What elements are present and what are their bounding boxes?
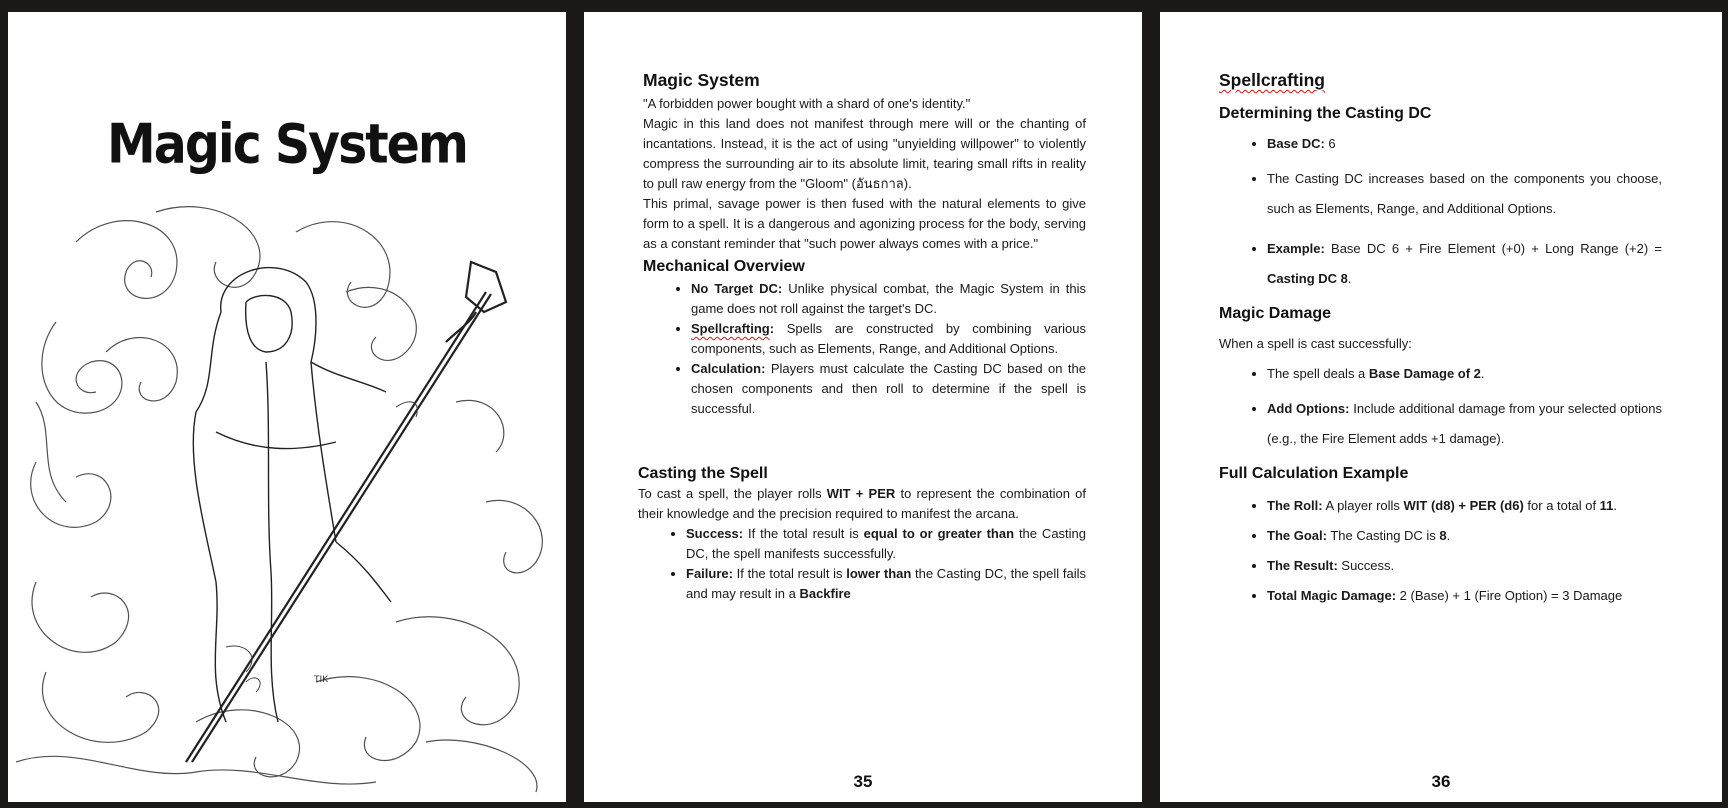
total-text: 2 (Base) + 1 (Fire Option) = 3 Damage — [1396, 588, 1623, 603]
list-item — [1267, 234, 1662, 294]
list-item-failure — [686, 564, 1086, 604]
goal-label: The Goal: — [1267, 528, 1327, 543]
item-text: Unlike physical combat, the Magic System in this game does not roll against the target's DC. — [691, 281, 1086, 316]
magic-system-heading: Magic System — [643, 70, 760, 90]
success-text: If the total result is — [743, 526, 864, 541]
success-text-end: the Casting DC, the spell manifests successfully. — [686, 526, 1087, 561]
roll-text: A player rolls — [1322, 498, 1404, 513]
casting-roll: WIT + PER — [826, 486, 896, 501]
dc-increase-text: The Casting DC increases based on the components you choose, such as Elements, Range, and Additional Options. — [1267, 171, 1662, 216]
list-item — [1267, 496, 1662, 516]
artist-signature: TIK — [314, 675, 329, 685]
goal-end: . — [1446, 528, 1451, 543]
full-example-list — [1219, 496, 1662, 606]
mechanical-overview-heading: Mechanical Overview — [643, 258, 805, 275]
list-item — [1267, 364, 1662, 384]
intro-quote: "A forbidden power bought with a shard of one's identity." — [643, 96, 971, 111]
base-dc-value: 6 — [1324, 136, 1336, 151]
intro-paragraph-1: Magic in this land does not manifest through mere will or the chanting of incantations. Instead, it is the act of using "unyielding willpower" to violently compress the surrounding air to its absolute limit, tearing small rifts in reality to pull raw energy from the "Gloom" (อันธกาล). — [643, 116, 1086, 191]
item-text: Players must calculate the Casting DC based on the chosen components and then roll to determine if the spell is successful. — [691, 361, 1086, 416]
list-item — [1267, 526, 1662, 546]
list-item — [1267, 394, 1662, 454]
list-item — [1267, 164, 1662, 224]
roll-dice: WIT (d8) + PER (d6) — [1403, 498, 1524, 513]
damage-intro: When a spell is cast successfully: — [1219, 336, 1412, 351]
casting-intro — [638, 484, 1086, 524]
result-label: The Result: — [1267, 558, 1338, 573]
mechanical-overview-list — [643, 279, 1086, 419]
casting-intro-text-end: to represent the combination of their knowledge and the precision required to manifest the arcana. — [638, 486, 1086, 521]
casting-heading: Casting the Spell — [638, 465, 768, 482]
page-35-top — [643, 70, 1086, 419]
example-text: Base DC 6 + Fire Element (+0) + Long Range (+2) = — [1324, 241, 1662, 256]
backfire-term: Backfire — [799, 586, 851, 601]
item-text: Spells are constructed by combining various components, such as Elements, Range, and Additional Options. — [691, 321, 1086, 356]
success-emphasis: equal to or greater than — [863, 526, 1015, 541]
base-damage-value: Base Damage of 2 — [1368, 366, 1481, 381]
goal-value: 8 — [1439, 528, 1447, 543]
casting-intro-text: To cast a spell, the player rolls — [638, 486, 827, 501]
item-label: No Target DC: — [691, 281, 783, 296]
result-text: Success. — [1337, 558, 1395, 573]
page-36-content — [1219, 70, 1662, 616]
add-options-label: Add Options: — [1267, 401, 1350, 416]
sorceress-illustration — [16, 202, 564, 797]
spellcrafting-heading-text: Spellcrafting — [1219, 70, 1325, 90]
roll-end: . — [1613, 498, 1618, 513]
dc-list — [1219, 134, 1662, 294]
page-35 — [584, 12, 1142, 802]
page-number: 35 — [853, 772, 873, 791]
roll-label: The Roll: — [1267, 498, 1323, 513]
item-label: Spellcrafting — [691, 321, 770, 336]
list-item — [1267, 556, 1662, 576]
roll-total: 11 — [1599, 498, 1614, 513]
list-item-success — [686, 524, 1086, 564]
magic-damage-heading: Magic Damage — [1219, 305, 1332, 322]
cover-page — [8, 12, 566, 802]
failure-text: If the total result is — [732, 566, 847, 581]
goal-text: The Casting DC is — [1326, 528, 1440, 543]
example-result: Casting DC 8 — [1267, 271, 1348, 286]
casting-outcomes-list — [638, 524, 1086, 604]
page-36 — [1160, 12, 1722, 802]
item-label-suffix: : — [769, 321, 775, 336]
list-item — [1267, 134, 1662, 154]
item-label: Calculation: — [691, 361, 766, 376]
casting-section — [638, 464, 1086, 604]
cover-title: Magic System — [107, 113, 467, 176]
spellcrafting-heading — [1219, 70, 1662, 90]
full-example-heading: Full Calculation Example — [1219, 465, 1409, 482]
base-damage-end: . — [1480, 366, 1485, 381]
failure-label: Failure: — [686, 566, 733, 581]
add-options-text: Include additional damage from your selected options (e.g., the Fire Element adds +1 damage). — [1267, 401, 1662, 446]
total-label: Total Magic Damage: — [1267, 588, 1397, 603]
failure-text-mid: the Casting DC, the spell fails and may result in a — [686, 566, 1086, 601]
failure-emphasis: lower than — [846, 566, 912, 581]
intro-paragraph-2: This primal, savage power is then fused with the natural elements to give form to a spell. It is a dangerous and agonizing process for the body, serving as a constant reminder that "such power always comes with a price." — [643, 196, 1086, 251]
example-end: . — [1347, 271, 1352, 286]
base-dc-label: Base DC: — [1267, 136, 1325, 151]
list-item — [691, 279, 1086, 319]
list-item — [691, 359, 1086, 419]
list-item — [691, 319, 1086, 359]
roll-text-mid: for a total of — [1523, 498, 1600, 513]
damage-list — [1219, 364, 1662, 454]
dc-heading: Determining the Casting DC — [1219, 105, 1432, 122]
base-damage-text: The spell deals a — [1267, 366, 1369, 381]
example-label: Example: — [1267, 241, 1325, 256]
success-label: Success: — [686, 526, 744, 541]
list-item — [1267, 586, 1662, 606]
page-number: 36 — [1431, 772, 1451, 791]
